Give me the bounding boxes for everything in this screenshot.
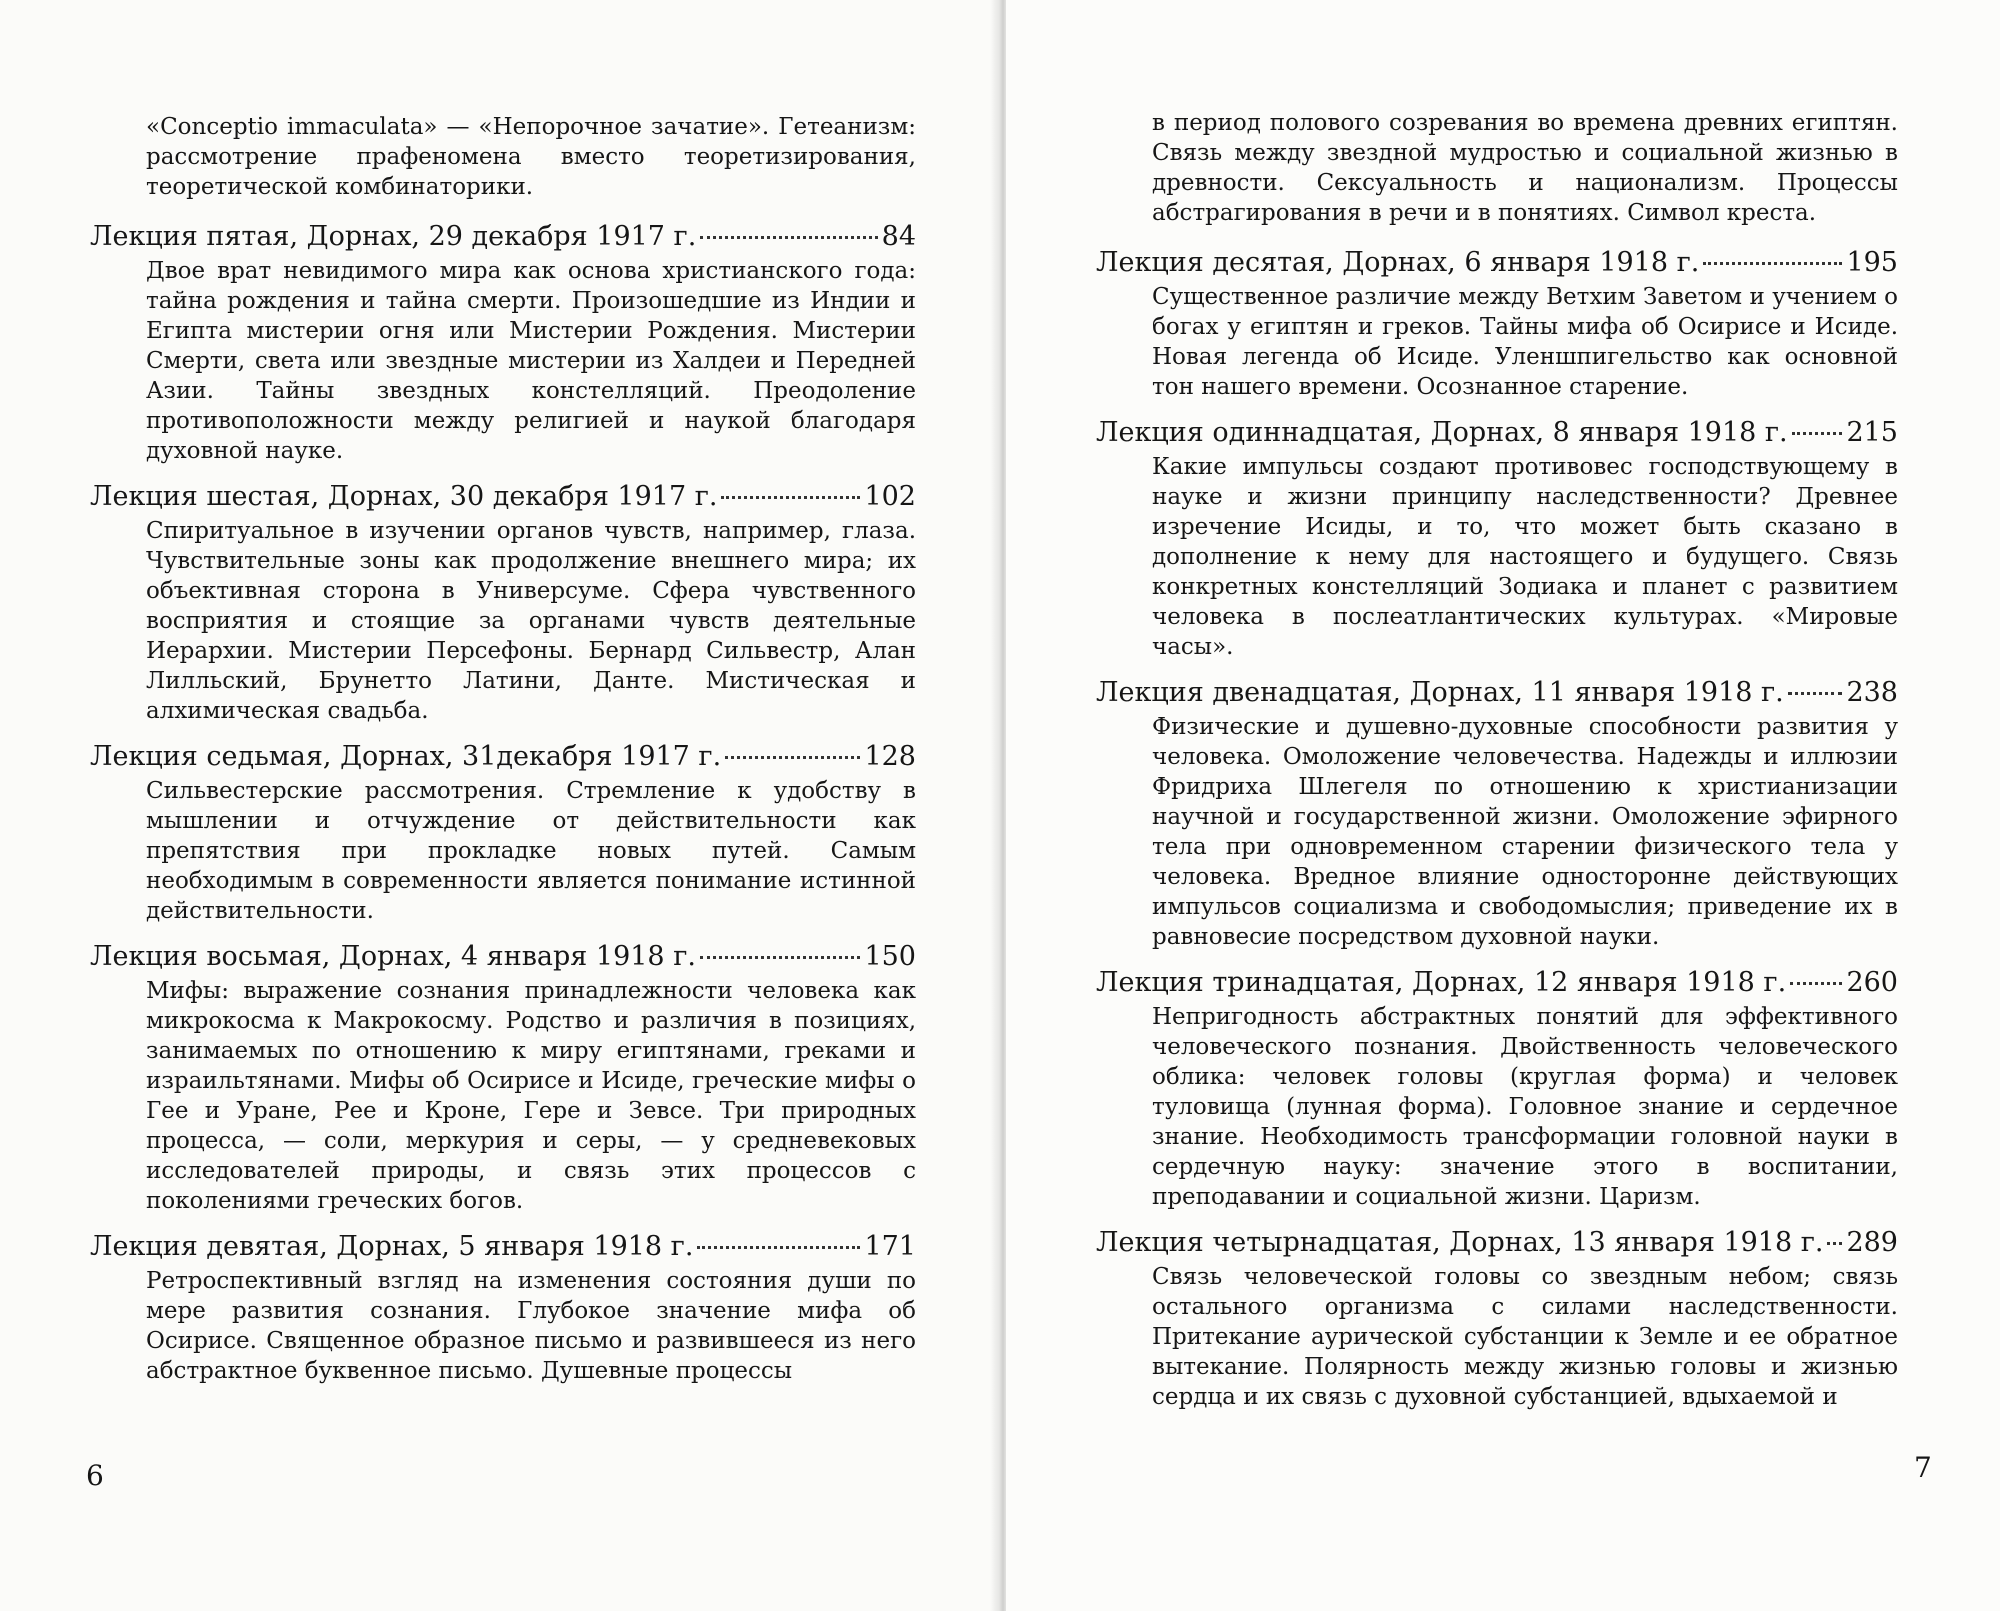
entry-heading [90, 740, 916, 774]
dot-leader [1790, 982, 1842, 985]
entry-description: Сильвестерские рассмотрения. Стремление к удобству в мышлении и отчуждение от действительности как препятствия при прокладке новых путей. Самым необходимым в современности является понимание истинной действительности. [146, 778, 916, 924]
entry-page-number: 171 [864, 1231, 916, 1262]
entry-description: Ретроспективный взгляд на изменения состояния души по мере развития сознания. Глубокое значение мифа об Осирисе. Священное образное письмо и развившееся из него абстрактное буквенное письмо. Душевные процессы [146, 1268, 916, 1384]
page-number-left: 6 [86, 1459, 104, 1492]
entry-description: Физические и душевно-духовные способности развития у человека. Омоложение человечества. Надежды и иллюзии Фридриха Шлегеля по отношению к христианизации научной и государственной жизни. Омоложение эфирного тела при одновременном старении физического тела у человека. Вредное влияние односторонне действующих импульсов социализма и свободомыслия; приведение их в равновесие посредством духовной науки. [1152, 714, 1898, 950]
dot-leader [725, 756, 860, 759]
page-number-right: 7 [1914, 1451, 1932, 1484]
toc-entry[interactable] [90, 740, 916, 926]
entry-title: Лекция шестая, Дорнах, 30 декабря 1917 г. [90, 481, 718, 512]
entry-page-number: 215 [1846, 417, 1898, 448]
right-text-column [1096, 108, 1898, 1426]
entry-title: Лекция одиннадцатая, Дорнах, 8 января 1918 г. [1096, 417, 1788, 448]
toc-entry[interactable] [90, 220, 916, 466]
entry-heading [90, 480, 916, 514]
toc-entry[interactable] [1096, 246, 1898, 402]
entry-title: Лекция девятая, Дорнах, 5 января 1918 г. [90, 1231, 694, 1262]
entry-heading [1096, 676, 1898, 710]
dot-leader [1703, 262, 1842, 265]
entry-title: Лекция десятая, Дорнах, 6 января 1918 г. [1096, 247, 1700, 278]
toc-entry[interactable] [90, 480, 916, 726]
dot-leader [1788, 692, 1843, 695]
entry-description: Двое врат невидимого мира как основа христианского года: тайна рождения и тайна смерти. Произошедшие из Индии и Египта мистерии огня или Мистерии Рождения. Мистерии Смерти, света или звездные мистерии из Халдеи и Передней Азии. Тайны звездных констелляций. Преодоление противоположности между религией и наукой благодаря духовной науке. [146, 258, 916, 464]
dot-leader [1827, 1242, 1842, 1245]
dot-leader [721, 496, 860, 499]
entry-heading [90, 220, 916, 254]
entry-page-number: 102 [864, 481, 916, 512]
entry-heading [1096, 1226, 1898, 1260]
dot-leader [700, 956, 861, 959]
entry-title: Лекция восьмая, Дорнах, 4 января 1918 г. [90, 941, 696, 972]
entry-heading [90, 940, 916, 974]
toc-entry[interactable] [1096, 1226, 1898, 1412]
toc-entry[interactable] [1096, 966, 1898, 1212]
entry-title: Лекция двенадцатая, Дорнах, 11 января 1918 г. [1096, 677, 1784, 708]
entry-description: Непригодность абстрактных понятий для эффективного человеческого познания. Двойственность человеческого облика: человек головы (круглая форма) и человек туловища (лунная форма). Головное знание и сердечное знание. Необходимость трансформации головной науки в сердечную науку: значение этого в воспитании, преподавании и социальной жизни. Царизм. [1152, 1004, 1898, 1210]
entry-page-number: 128 [864, 741, 916, 772]
entry-description: Мифы: выражение сознания принадлежности человека как микрокосма к Макрокосму. Родство и различия в позициях, занимаемых по отношению к миру египтянами, греками и израильтянами. Мифы об Осирисе и Исиде, греческие мифы о Гее и Уране, Рее и Кроне, Гере и Зевсе. Три природных процесса, — соли, меркурия и серы, — у средневековых исследователей природы, и связь этих процессов с поколениями греческих богов. [146, 978, 916, 1214]
dot-leader [700, 236, 877, 239]
toc-entry[interactable] [90, 940, 916, 1216]
entry-page-number: 260 [1846, 967, 1898, 998]
left-text-column [90, 112, 916, 1400]
entry-description: Существенное различие между Ветхим Заветом и учением о богах у египтян и греков. Тайны мифа об Осирисе и Исиде. Новая легенда об Исиде. Уленшпигельство как основной тон нашего времени. Осознанное старение. [1152, 284, 1898, 400]
toc-entry[interactable] [1096, 676, 1898, 952]
entry-heading [90, 1230, 916, 1264]
toc-entry[interactable] [90, 1230, 916, 1386]
entry-title: Лекция четырнадцатая, Дорнах, 13 января 1918 г. [1096, 1227, 1824, 1258]
entry-description: Какие импульсы создают противовес господствующему в науке и жизни принципу наследственности? Древнее изречение Исиды, и то, что может быть сказано в дополнение к нему для настоящего и будущего. Связь конкретных констелляций Зодиака и планет с развитием человека в послеатлантических культурах. «Мировые часы». [1152, 454, 1898, 660]
entry-description: Связь человеческой головы со звездным небом; связь остального организма с силами наследственности. Притекание аурической субстанции к Земле и ее обратное вытекание. Полярность между жизнью головы и жизнью сердца и их связь с духовной субстанцией, вдыхаемой и [1152, 1264, 1898, 1410]
entry-description: Спиритуальное в изучении органов чувств, например, глаза. Чувствительные зоны как продолжение внешнего мира; их объективная сторона в Универсуме. Сфера чувственного восприятия и стоящие за органами чувств деятельные Иерархии. Мистерии Персефоны. Бернард Сильвестр, Алан Лилльский, Брунетто Латини, Данте. Мистическая и алхимическая свадьба. [146, 518, 916, 724]
entry-page-number: 84 [881, 221, 916, 252]
dot-leader [697, 1246, 860, 1249]
entry-page-number: 289 [1846, 1227, 1898, 1258]
entry-heading [1096, 966, 1898, 1000]
entry-title: Лекция седьмая, Дорнах, 31декабря 1917 г. [90, 741, 722, 772]
entry-title: Лекция тринадцатая, Дорнах, 12 января 1918 г. [1096, 967, 1787, 998]
dot-leader [1792, 432, 1843, 435]
entry-heading [1096, 246, 1898, 280]
entry-heading [1096, 416, 1898, 450]
intro-paragraph: «Conceptio immaculata» — «Непорочное зачатие». Гетеанизм: рассмотрение прафеномена вместо теоретизирования, теоретической комбинаторики. [146, 114, 916, 200]
entry-page-number: 150 [864, 941, 916, 972]
continuation-paragraph: в период полового созревания во времена древних египтян. Связь между звездной мудростью и социальной жизнью в древности. Сексуальность и национализм. Процессы абстрагирования в речи и в понятиях. Символ креста. [1152, 110, 1898, 226]
entry-page-number: 238 [1846, 677, 1898, 708]
entry-page-number: 195 [1846, 247, 1898, 278]
toc-entry[interactable] [1096, 416, 1898, 662]
entry-title: Лекция пятая, Дорнах, 29 декабря 1917 г. [90, 221, 697, 252]
